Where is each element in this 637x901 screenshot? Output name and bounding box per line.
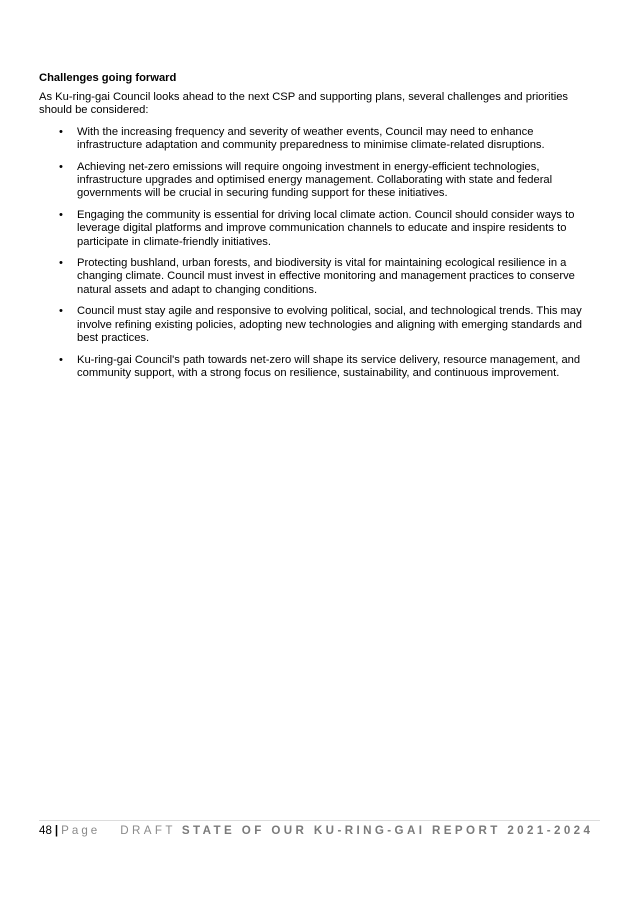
list-item-text: Engaging the community is essential for driving local climate action. Council should consider ways to leverage digital platforms and improve communication channels to educate and inspire residents to participate in climate-friendly initiatives. — [77, 208, 575, 248]
intro-paragraph: As Ku-ring-gai Council looks ahead to the next CSP and supporting plans, several challenges and priorities should be considered: — [39, 91, 569, 117]
list-item — [39, 161, 599, 201]
list-item-text: Achieving net-zero emissions will require ongoing investment in energy-efficient technologies, infrastructure upgrades and optimised energy management. Collaborating with state and federal governments will be crucial in securing funding support for these initiatives. — [77, 160, 553, 200]
list-item — [39, 257, 599, 297]
list-item-text: Ku-ring-gai Council's path towards net-zero will shape its service delivery, resource management, and community support, with a strong focus on resilience, sustainability, and continuous improvement. — [77, 353, 581, 379]
page-number: 48 — [39, 824, 52, 837]
bullet-icon: • — [59, 125, 63, 138]
list-item-text: Protecting bushland, urban forests, and biodiversity is vital for maintaining ecological resilience in a changing climate. Council must invest in effective monitoring and management practices to conserve natural assets and adapt to changing conditions. — [77, 257, 575, 296]
list-item-text: With the increasing frequency and severity of weather events, Council may need to enhance infrastructure adaptation and community preparedness to minimise climate-related disruptions. — [77, 125, 545, 152]
list-item — [39, 354, 599, 381]
bullet-icon: • — [59, 160, 63, 173]
page-label: Page — [61, 824, 101, 837]
list-item — [39, 209, 599, 249]
list-item — [39, 126, 599, 153]
list-item — [39, 305, 599, 345]
bullet-icon: • — [59, 257, 63, 270]
bullet-icon: • — [59, 208, 63, 221]
report-title: STATE OF OUR KU-RING-GAI REPORT 2021-2024 — [181, 824, 594, 837]
list-item-text: Council must stay agile and responsive to evolving political, social, and technological trends. This may involve refining existing policies, adopting new technologies and aligning with emerging standards and best practices. — [77, 305, 582, 345]
bullet-icon: • — [59, 353, 63, 366]
footer-separator: | — [54, 824, 59, 837]
document-body — [39, 71, 599, 388]
draft-label: DRAFT — [120, 824, 176, 837]
section-heading: Challenges going forward — [39, 72, 177, 84]
challenges-list — [39, 126, 599, 381]
bullet-icon: • — [59, 305, 63, 318]
page-footer — [39, 820, 600, 844]
